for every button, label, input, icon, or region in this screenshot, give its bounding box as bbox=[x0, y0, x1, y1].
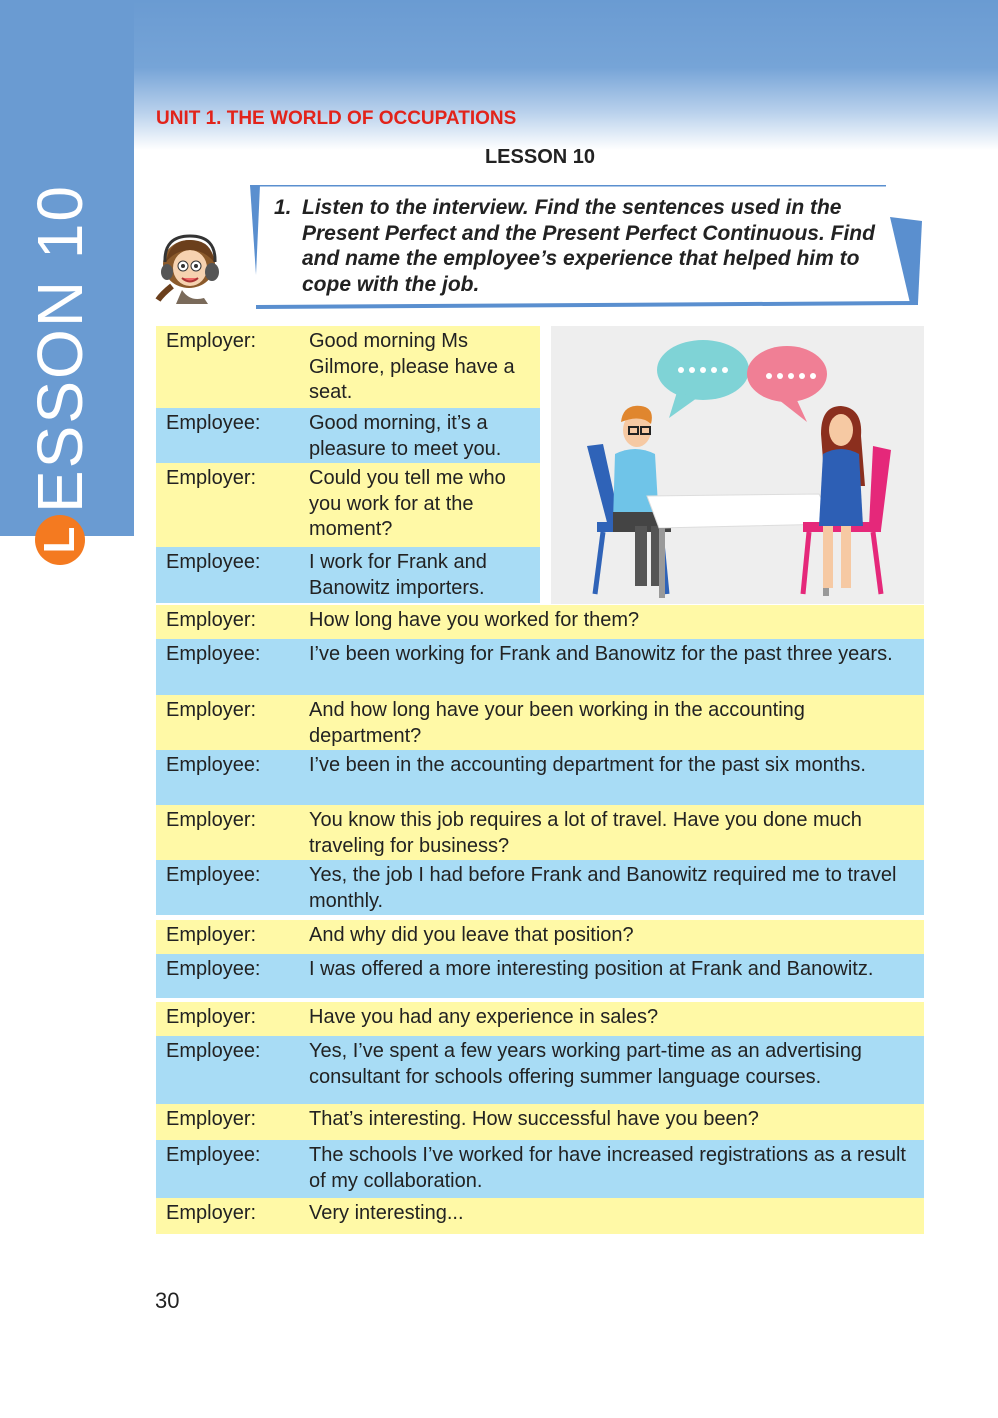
task-instruction bbox=[274, 195, 894, 297]
dialogue-speaker: Employee: bbox=[166, 958, 261, 980]
dialogue-speaker: Employer: bbox=[166, 1202, 257, 1224]
dialogue-line: Have you had any experience in sales? bbox=[309, 1006, 659, 1028]
dialogue-row bbox=[156, 695, 924, 750]
dialogue-row bbox=[156, 750, 924, 805]
dialogue-row bbox=[156, 1104, 924, 1140]
side-lesson-word: ESSON 10 bbox=[24, 183, 96, 513]
dialogue-speaker: Employer: bbox=[166, 699, 257, 721]
dialogue-line: Could you tell me who you work for at the moment? bbox=[309, 467, 506, 540]
dialogue-row bbox=[156, 805, 924, 860]
dialogue-speaker: Employee: bbox=[166, 643, 261, 665]
unit-title: UNIT 1. THE WORLD OF OCCUPATIONS bbox=[156, 108, 517, 129]
dialogue-line: Yes, I’ve spent a few years working part-time as an advertising consultant for schools offering summer language courses. bbox=[309, 1040, 862, 1088]
dialogue-line: The schools I’ve worked for have increased registrations as a result of my collaboration. bbox=[309, 1144, 906, 1192]
dialogue-row bbox=[156, 605, 924, 639]
dialogue-speaker: Employer: bbox=[166, 1006, 257, 1028]
task-number: 1. bbox=[274, 196, 292, 219]
task-box bbox=[250, 185, 922, 310]
dialogue-speaker: Employee: bbox=[166, 551, 261, 573]
side-lesson-initial: L bbox=[35, 515, 85, 565]
dialogue-line: Good morning Ms Gilmore, please have a seat. bbox=[309, 330, 515, 403]
dialogue-row bbox=[156, 408, 540, 463]
dialogue-speaker: Employer: bbox=[166, 467, 257, 489]
dialogue-speaker: Employee: bbox=[166, 754, 261, 776]
dialogue-line: Good morning, it’s a pleasure to meet you. bbox=[309, 412, 502, 460]
dialogue-line: I work for Frank and Banowitz importers. bbox=[309, 551, 487, 599]
listening-girl-icon bbox=[152, 228, 230, 306]
dialogue-speaker: Employee: bbox=[166, 1144, 261, 1166]
dialogue-line: How long have you worked for them? bbox=[309, 609, 640, 631]
dialogue-line: You know this job requires a lot of travel. Have you done much traveling for business? bbox=[309, 809, 862, 857]
page-number: 30 bbox=[155, 1288, 180, 1313]
dialogue-speaker: Employer: bbox=[166, 809, 257, 831]
dialogue-speaker: Employer: bbox=[166, 924, 257, 946]
dialogue-line: And how long have your been working in the accounting department? bbox=[309, 699, 805, 747]
dialogue-row bbox=[156, 547, 540, 603]
dialogue-row bbox=[156, 639, 924, 695]
dialogue-line: I’ve been working for Frank and Banowitz for the past three years. bbox=[309, 643, 893, 665]
dialogue-line: Yes, the job I had before Frank and Banowitz required me to travel monthly. bbox=[309, 864, 897, 912]
dialogue-row bbox=[156, 954, 924, 998]
dialogue-speaker: Employee: bbox=[166, 1040, 261, 1062]
dialogue-row bbox=[156, 1198, 924, 1234]
dialogue-row bbox=[156, 1002, 924, 1036]
dialogue-speaker: Employer: bbox=[166, 330, 257, 352]
dialogue-row bbox=[156, 326, 540, 408]
dialogue-speaker: Employer: bbox=[166, 1108, 257, 1130]
dialogue-speaker: Employee: bbox=[166, 864, 261, 886]
dialogue-row bbox=[156, 920, 924, 954]
dialogue-line: I’ve been in the accounting department for the past six months. bbox=[309, 754, 866, 776]
dialogue-line: That’s interesting. How successful have you been? bbox=[309, 1108, 759, 1130]
dialogue-speaker: Employer: bbox=[166, 609, 257, 631]
side-lesson-label bbox=[24, 183, 96, 565]
dialogue-line: And why did you leave that position? bbox=[309, 924, 634, 946]
dialogue-line: Very interesting... bbox=[309, 1202, 464, 1224]
lesson-title: LESSON 10 bbox=[484, 146, 596, 168]
dialogue-row bbox=[156, 463, 540, 547]
interview-illustration bbox=[551, 326, 924, 604]
dialogue-row bbox=[156, 1036, 924, 1104]
dialogue-row bbox=[156, 1140, 924, 1198]
dialogue-line: I was offered a more interesting position at Frank and Banowitz. bbox=[309, 958, 874, 980]
dialogue-row bbox=[156, 860, 924, 915]
dialogue-speaker: Employee: bbox=[166, 412, 261, 434]
task-text: Listen to the interview. Find the sentences used in the Present Perfect and the Present Perfect Continuous. Find and name the employee’s experience that helped him to cope with the job. bbox=[302, 196, 875, 296]
